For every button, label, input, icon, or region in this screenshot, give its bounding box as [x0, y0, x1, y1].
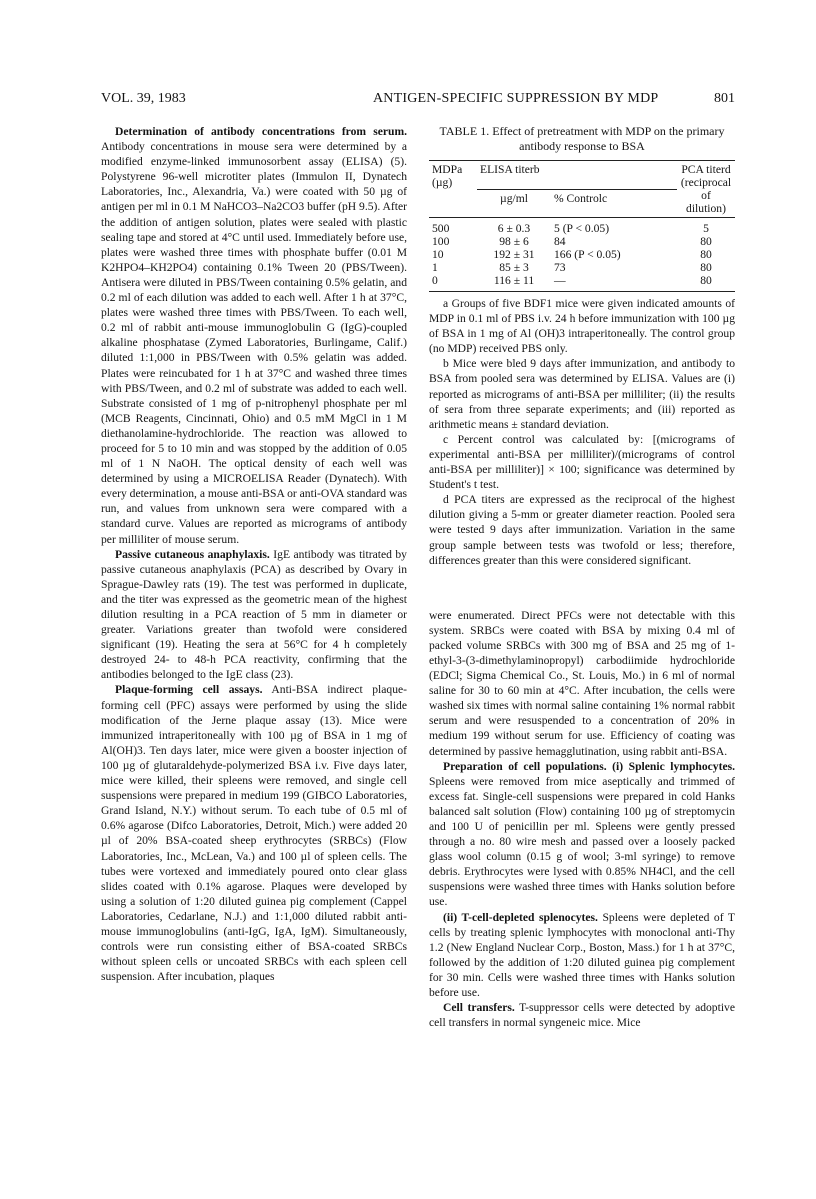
column-gap [429, 568, 735, 608]
section-heading: Passive cutaneous anaphylaxis. [115, 547, 270, 561]
cell-pca: 80 [700, 235, 712, 248]
journal-volume: VOL. 39, 1983 [101, 91, 186, 106]
cell-mdp: 10 [432, 248, 444, 261]
section-text: Anti-BSA indirect plaque-forming cell (PFC) assays were performed by using the slide modification of the Jerne plaque assay (13). Mice were immunized intraperitoneally with 100 µg of BSA in 1 mg of Al(OH)3. Ten days later, mice were given a booster injection of 100 µg of glutaraldehyde-polymerized BSA i.v. Five days later, mice were killed, their spleens were removed, and single cell suspensions were prepared in medium 199 (GIBCO Laboratories, Grand Island, N.Y.) without serum. To each tube of 0.5 ml of 0.6% agarose (Difco Laboratories, Detroit, Mich.) were added 20 µl of 20% BSA-coated sheep erythrocytes (SRBCs) (Flow Laboratories, Inc., McLean, Va.) and 100 µl of spleen cells. The tubes were vortexed and immediately poured onto clear glass slides coated with 0.1% agarose. Plaques were developed by using a solution of 1:20 diluted guinea pig complement (Cappel Laboratories, Cedarlane, N.J.) and 1:1,000 diluted rabbit anti-mouse immunoglobulins (anti-IgG, IgA, IgM). Simultaneously, controls were run consisting either of BSA-coated SRBCs without spleen cells or uncoated SRBCs with each spleen cell suspension. After incubation, plaques [101, 683, 407, 984]
cell-mdp: 1 [432, 261, 438, 274]
section-heading: Plaque-forming cell assays. [115, 683, 263, 697]
cell-pca: 5 [703, 222, 709, 235]
col-header-elisa: ELISA titerb [477, 161, 677, 190]
section-cell-populations [429, 759, 735, 910]
table-1 [429, 124, 735, 568]
section-text: IgE antibody was titrated by passive cutaneous anaphylaxis (PCA) as described by Ovary in Sprague-Dawley rats (19). The test was performed in duplicate, and the titer was expressed as the geometric mean of the highest dilution resulting in a PCA reaction of 5 mm in diameter or greater. Variations greater than twofold were considered significant (19). Heating the sera at 56°C for 4 h completely destroyed 24- to 48-h PCA reactivity, confirming that the antibodies belonged to the IgE class (23). [101, 547, 407, 682]
cell-pca: 80 [700, 274, 712, 287]
col-header-mdp: MDPa (µg) [432, 163, 463, 189]
cell-pct: 84 [554, 235, 566, 248]
cell-ug: 98 ± 6 [499, 235, 529, 248]
section-heading: Cell transfers. [443, 1001, 515, 1015]
footnote-a: a Groups of five BDF1 mice were given indicated amounts of MDP in 0.1 ml of PBS i.v. 24 h before immunization with 100 µg of BSA in 1 mg of Al (OH)3 intraperitoneally. The control group (no MDP) received PBS only. [429, 297, 735, 356]
table-row [429, 235, 735, 248]
section-text: T-suppressor cells were detected by adoptive cell transfers in normal syngeneic mice. Mice [429, 1001, 735, 1030]
col-header-ug: µg/ml [500, 191, 528, 205]
section-pca [101, 547, 407, 683]
page-number: 801 [714, 91, 735, 106]
running-header [101, 91, 735, 111]
cell-ug: 85 ± 3 [499, 261, 529, 274]
cell-pca: 80 [700, 248, 712, 261]
table-row [429, 218, 735, 236]
footnote-d: d PCA titers are expressed as the reciprocal of the highest dilution giving a 5-mm or greater diameter reaction. Pooled sera were tested 9 days after immunization. Variation in the same group sample between tests was twofold or less; therefore, differences greater than this were considered significant. [429, 493, 735, 567]
section-heading: Preparation of cell populations. (i) Splenic lymphocytes. [443, 759, 735, 773]
running-title: ANTIGEN-SPECIFIC SUPPRESSION BY MDP [373, 91, 659, 106]
section-cell-transfers [429, 1000, 735, 1030]
section-text: Spleens were removed from mice aseptically and trimmed of excess fat. Single-cell suspensions were prepared in cold Hanks balanced salt solution (Flow) containing 100 µg of streptomycin and 100 U of penicillin per ml. Spleens were gently pressed through a no. 80 wire mesh and passed over a loosely packed glass wool column (0.15 g of wool; 3-ml syringe) to remove debris. Erythrocytes were lysed with 0.85% NH4Cl, and the cell suspensions were washed three times with Hanks solution before use. [429, 774, 735, 909]
section-pfc [101, 682, 407, 984]
col-header-pca: PCA titerd (reciprocal of dilution) [680, 163, 732, 215]
footnote-c: c Percent control was calculated by: [(micrograms of experimental anti-BSA per milliliter)/(micrograms of control anti-BSA per milliliter)] × 100; significance was determined by Student's t test. [429, 432, 735, 492]
cell-ug: 6 ± 0.3 [497, 222, 531, 235]
cell-mdp: 500 [432, 222, 450, 235]
table-footnotes [429, 296, 735, 568]
section-heading: Determination of antibody concentrations from serum. [115, 125, 407, 138]
section-antibody-elisa [101, 124, 407, 547]
col-header-pct: % Controlc [554, 191, 608, 205]
right-column [429, 124, 735, 1030]
section-text: Antibody concentrations in mouse sera were determined by a modified enzyme-linked immunosorbent assay (ELISA) (5). Polystyrene 96-well microtiter plates (Immulon II, Dynatech Laboratories, Inc., Alexandria, Va.) were coated with 50 µg of antigen per ml in 0.1 M NaHCO3–Na2CO3 buffer (pH 9.5). After the addition of antigen solution, plates were sealed with plastic sealing tape and stored at 4°C until used. Immediately before use, plates were washed three times with phosphate buffer (0.01 M K2HPO4–KH2PO4) containing 0.1% Tween 20 (PBS/Tween). Antisera were diluted in PBS/Tween containing 0.5% gelatin, and 0.2 ml of each dilution was added to each well. After 1 h at 37°C, plates were washed three times with PBS/Tween. To each well, 0.2 ml of rabbit anti-mouse immunoglobulin G (IgG)-coupled alkaline phosphatase (Zymed Laboratories, Burlingame, Calif.) diluted 1:1,000 in PBS/Tween with 0.5% gelatin was added. Plates were reincubated for 1 h at 37°C and washed three times with PBS/Tween, and 0.2 ml of substrate was added to each well. Substrate consisted of 1 mg of p-nitrophenyl phosphate per ml (MCB Reagents, Cincinnati, Ohio) and 0.5 mM MgCl in 1 M diethanolamine-hydrochloride. The reaction was allowed to proceed for 5 to 10 min and was stopped by the addition of 0.05 ml of 1 N NaOH. The optical density of each well was determined by using a MICROELISA Reader (Dynatech). With every determination, a mouse anti-BSA or anti-OVA standard was run, and values from unknown sera were compared with a standard curve. Values are reported as micrograms of antibody per milliliter of mouse serum. [101, 140, 407, 546]
cell-ug: 116 ± 11 [493, 274, 535, 287]
continued-paragraph: were enumerated. Direct PFCs were not detectable with this system. SRBCs were coated with BSA by mixing 0.4 ml of packed volume SRBCs with 300 mg of BSA and 25 mg of 1-ethyl-3-(3-dimethylaminopropyl) carbodiimide hydrochloride (EDCl; Sigma Chemical Co., St. Louis, Mo.) in 6 ml of normal saline for 30 to 60 min at 4°C. After incubation, the cells were washed six times with normal saline containing 1% normal rabbit serum and were resuspended to a concentration of 20% in medium 199 without serum for use. Efficiency of coating was determined by passive hemagglutination, using rabbit anti-BSA. [429, 608, 735, 758]
cell-pct: 166 (P < 0.05) [554, 248, 621, 261]
table-caption: TABLE 1. Effect of pretreatment with MDP on the primary antibody response to BSA [439, 124, 725, 153]
footnote-b: b Mice were bled 9 days after immunization, and antibody to BSA from pooled sera was determined by ELISA. Values are (i) reported as micrograms of anti-BSA per milliliter; (ii) the results of sera from three separate experiments; and (iii) reported as arithmetic means ± standard deviation. [429, 357, 735, 431]
table-row [429, 248, 735, 261]
cell-ug: 192 ± 31 [493, 248, 535, 261]
cell-pct: 5 (P < 0.05) [554, 222, 610, 235]
table-row [429, 274, 735, 292]
cell-pct: — [554, 274, 566, 287]
section-heading: (ii) T-cell-depleted splenocytes. [443, 910, 598, 924]
cell-pct: 73 [554, 261, 566, 274]
section-t-depleted [429, 910, 735, 1001]
cell-pca: 80 [700, 261, 712, 274]
section-text: Spleens were depleted of T cells by treating splenic lymphocytes with monoclonal anti-Thy 1.2 (New England Nuclear Corp., Boston, Mass.) for 1 h at 37°C, followed by the addition of 1:20 diluted guinea pig complement for 30 min. Cells were washed three times with Hanks solution before use. [429, 910, 735, 1000]
left-column [101, 124, 407, 984]
data-table [429, 160, 735, 292]
cell-mdp: 0 [432, 274, 438, 287]
cell-mdp: 100 [432, 235, 450, 248]
table-row [429, 261, 735, 274]
